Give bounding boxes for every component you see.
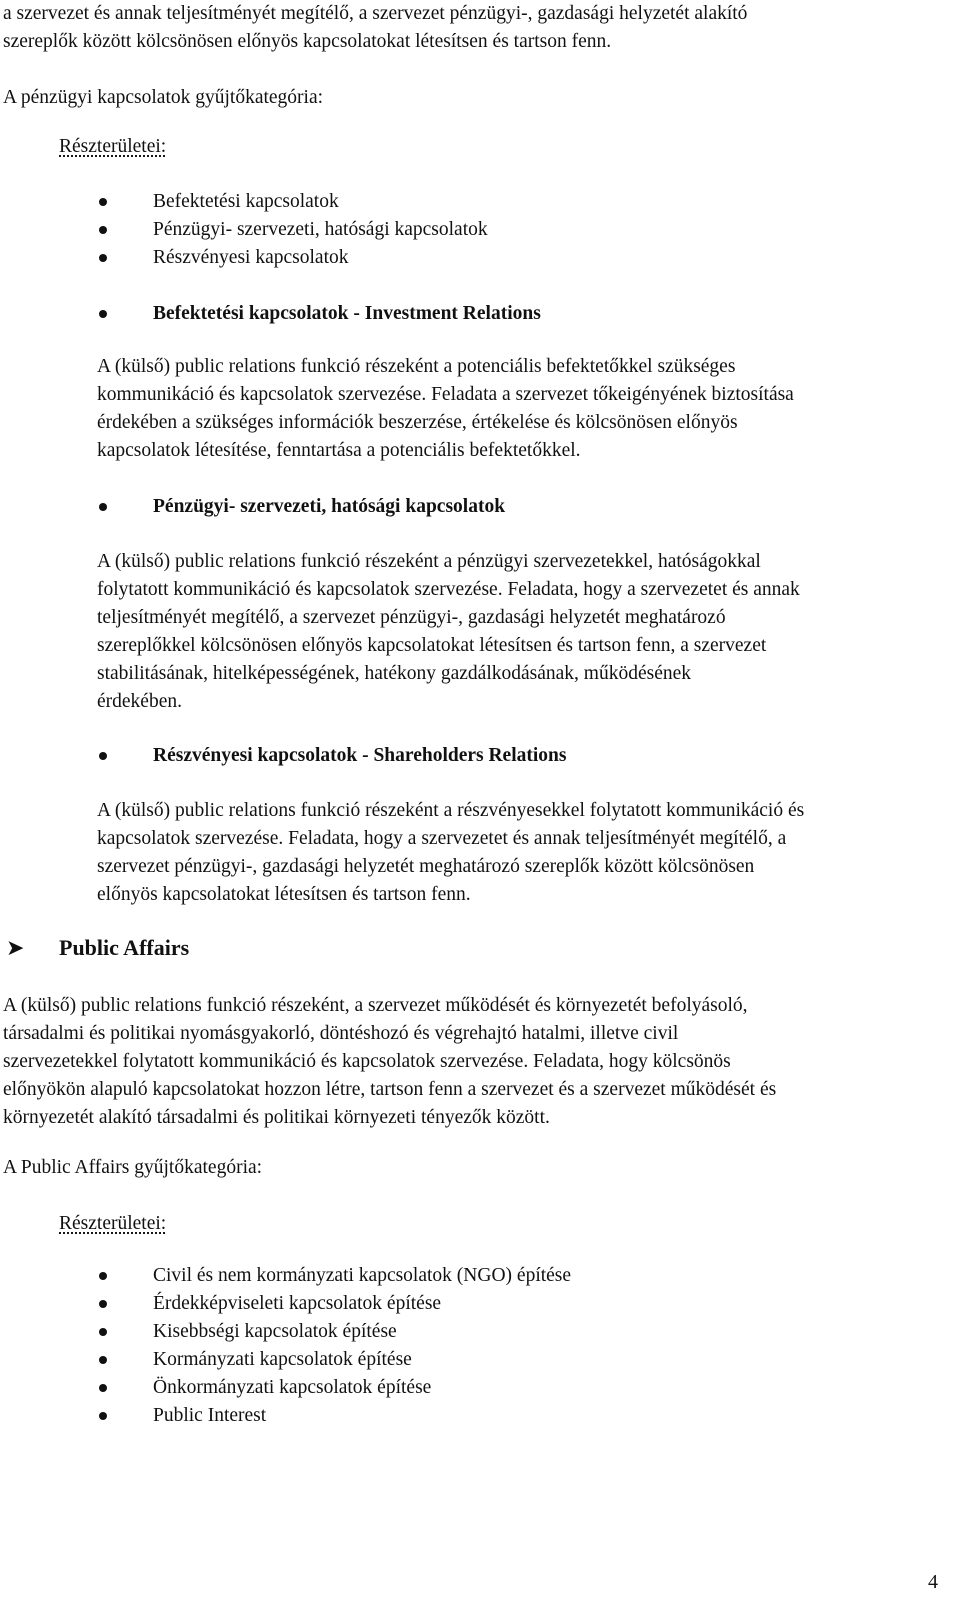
financial-heading: A pénzügyi kapcsolatok gyűjtőkategória:	[3, 87, 324, 108]
financial-subareas-list	[97, 188, 488, 272]
text-line: előnyös kapcsolatokat létesítsen és tartson fenn.	[97, 884, 471, 905]
bullet-icon	[99, 226, 107, 234]
text-line: kapcsolatok létesítése, fenntartása a potenciális befektetőkkel.	[97, 440, 581, 461]
text-line: előnyökön alapuló kapcsolatokat hozzon létre, tartson fenn a szervezet és a szervezet működését és	[3, 1079, 777, 1100]
bullet-icon	[99, 254, 107, 262]
bullet-icon	[99, 1356, 107, 1364]
list-item: Civil és nem kormányzati kapcsolatok (NGO) építése	[97, 1262, 571, 1290]
text-line: A (külső) public relations funkció részeként a részvényesekkel folytatott kommunikáció és	[97, 800, 805, 821]
text-line: környezetét alakító társadalmi és politikai környezeti tényezők között.	[3, 1107, 550, 1128]
text-line: stabilitásának, hitelképességének, hatékony gazdálkodásának, működésének	[97, 663, 692, 684]
text-line: érdekében a szükséges információk beszerzése, értékelése és kölcsönösen előnyös	[97, 412, 738, 433]
bullet-icon	[99, 198, 107, 206]
public-affairs-heading: A Public Affairs gyűjtőkategória:	[3, 1157, 263, 1178]
text-line: A (külső) public relations funkció részeként a potenciális befektetőkkel szükséges	[97, 356, 736, 377]
text-line: szervezetekkel folytatott kommunikáció és kapcsolatok szervezése. Feladata, hogy kölcsönös	[3, 1051, 731, 1072]
text-line: teljesítményét megítélő, a szervezet pénzügyi-, gazdasági helyzetét meghatározó	[97, 607, 726, 628]
text-line: folytatott kommunikáció és kapcsolatok szervezése. Feladata, hogy a szervezetet és annak	[97, 579, 800, 600]
list-item: Pénzügyi- szervezeti, hatósági kapcsolatok	[97, 216, 488, 244]
bullet-icon	[99, 1384, 107, 1392]
public-affairs-paragraph	[3, 992, 937, 1132]
text-line: kapcsolatok szervezése. Feladata, hogy a szervezetet és annak teljesítményét megítélő, a	[97, 828, 787, 849]
text-line: kommunikáció és kapcsolatok szervezése. Feladata a szervezet tőkeigényének biztosítása	[97, 384, 794, 405]
bullet-icon	[99, 1328, 107, 1336]
bullet-icon	[99, 1300, 107, 1308]
text-line: érdekében.	[97, 691, 182, 712]
bullet-icon	[99, 1412, 107, 1420]
list-item: Kisebbségi kapcsolatok építése	[97, 1318, 571, 1346]
text-line: szereplőkkel kölcsönösen előnyös kapcsolatokat létesítsen és tartson fenn, a szervezet	[97, 635, 767, 656]
text-line: szereplők között kölcsönösen előnyös kapcsolatokat létesítsen és tartson fenn.	[3, 31, 612, 52]
text-line: a szervezet és annak teljesítményét megítélő, a szervezet pénzügyi-, gazdasági helyzetét alakító	[3, 3, 748, 24]
investment-section-heading	[97, 300, 541, 328]
text-line: A (külső) public relations funkció részeként, a szervezet működését és környezetét befolyásoló,	[3, 995, 748, 1016]
financial-subareas-label: Részterületei:	[59, 136, 167, 157]
list-item: Kormányzati kapcsolatok építése	[97, 1346, 571, 1374]
investment-paragraph	[97, 353, 938, 465]
page-number: 4	[928, 1571, 938, 1593]
list-item: Public Interest	[97, 1402, 571, 1430]
bullet-icon	[99, 503, 107, 511]
section-title: Befektetési kapcsolatok - Investment Relations	[97, 300, 541, 328]
public-affairs-subareas-list	[97, 1262, 571, 1430]
intro-paragraph	[3, 0, 937, 56]
bullet-icon	[99, 1272, 107, 1280]
regulatory-section-heading	[97, 493, 505, 521]
public-affairs-subareas-label: Részterületei:	[59, 1213, 167, 1234]
list-item: Érdekképviseleti kapcsolatok építése	[97, 1290, 571, 1318]
shareholders-paragraph	[97, 797, 938, 909]
public-affairs-title: Public Affairs	[59, 935, 190, 960]
regulatory-paragraph	[97, 548, 938, 716]
arrow-bullet-icon: ➤	[6, 935, 25, 960]
bullet-icon	[99, 310, 107, 318]
bullet-icon	[99, 752, 107, 760]
section-title: Részvényesi kapcsolatok - Shareholders Relations	[97, 742, 566, 770]
list-item: Önkormányzati kapcsolatok építése	[97, 1374, 571, 1402]
text-line: társadalmi és politikai nyomásgyakorló, döntéshozó és végrehajtó hatalmi, illetve civil	[3, 1023, 679, 1044]
section-title: Pénzügyi- szervezeti, hatósági kapcsolatok	[97, 493, 505, 521]
list-item: Részvényesi kapcsolatok	[97, 244, 488, 272]
list-item: Befektetési kapcsolatok	[97, 188, 488, 216]
text-line: szervezet pénzügyi-, gazdasági helyzetét meghatározó szereplők között kölcsönösen	[97, 856, 755, 877]
text-line: A (külső) public relations funkció részeként a pénzügyi szervezetekkel, hatóságokkal	[97, 551, 761, 572]
shareholders-section-heading	[97, 742, 566, 770]
